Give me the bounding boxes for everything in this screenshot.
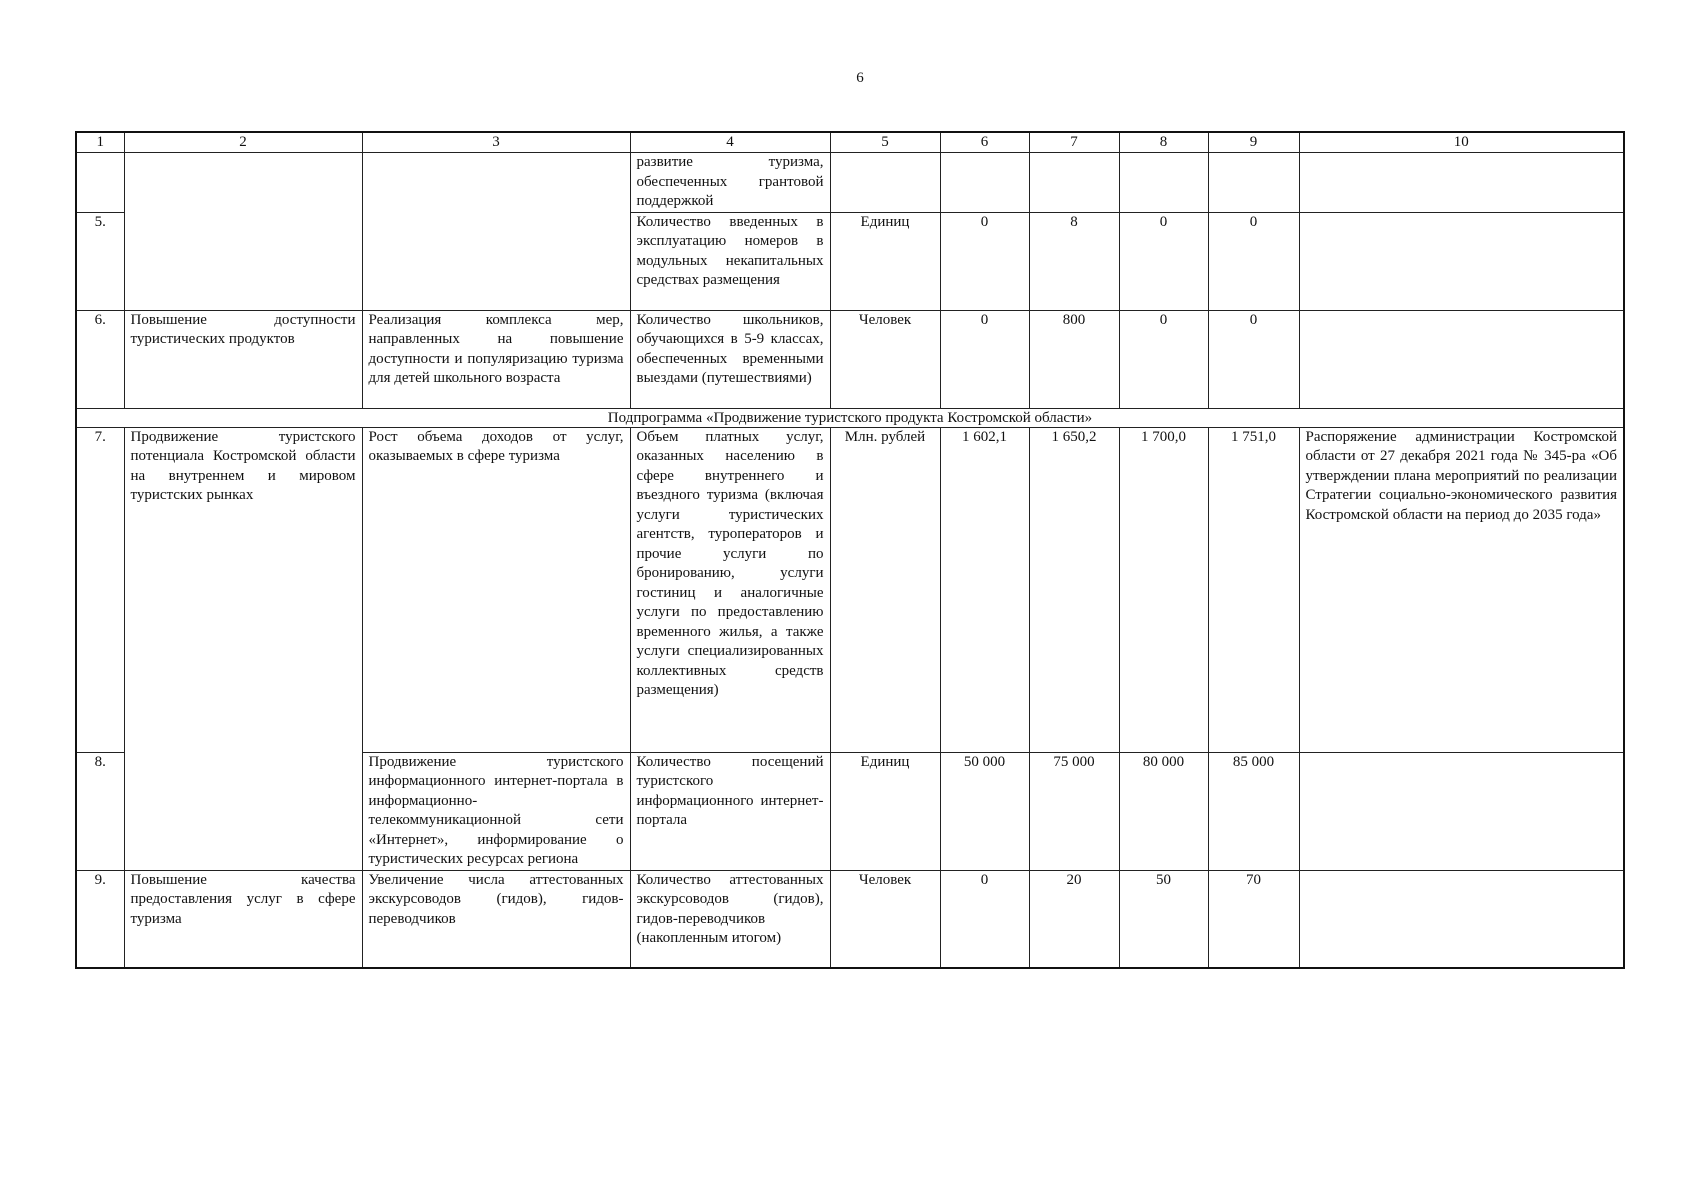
row-number xyxy=(76,153,124,213)
indicators-table xyxy=(75,131,1625,969)
col-header-8: 8 xyxy=(1119,132,1208,153)
indicator-cell: Количество аттестованных экскурсоводов (гидов), гидов-переводчиков (накопленным итогом) xyxy=(630,870,830,968)
value-col7: 800 xyxy=(1029,310,1119,408)
measure-cell: Рост объема доходов от услуг, оказываемых в сфере туризма xyxy=(362,427,630,752)
col-header-7: 7 xyxy=(1029,132,1119,153)
value-col8 xyxy=(1119,153,1208,213)
value-col7: 8 xyxy=(1029,212,1119,310)
value-col6 xyxy=(940,153,1029,213)
col-header-1: 1 xyxy=(76,132,124,153)
goal-cell: Повышение качества предоставления услуг в сфере туризма xyxy=(124,870,362,968)
unit-cell: Единиц xyxy=(830,212,940,310)
value-col6: 1 602,1 xyxy=(940,427,1029,752)
value-col7: 75 000 xyxy=(1029,752,1119,870)
indicator-cell: Количество посещений туристского информационного интернет-портала xyxy=(630,752,830,870)
col-header-9: 9 xyxy=(1208,132,1299,153)
table-row xyxy=(76,153,1624,213)
unit-cell: Человек xyxy=(830,310,940,408)
measure-cell: Продвижение туристского информационного интернет-портала в информационно-телекоммуникационной сети «Интернет», информирование о туристических ресурсах региона xyxy=(362,752,630,870)
value-col6: 0 xyxy=(940,212,1029,310)
value-col6: 0 xyxy=(940,870,1029,968)
unit-cell: Человек xyxy=(830,870,940,968)
col-header-5: 5 xyxy=(830,132,940,153)
table-row xyxy=(76,310,1624,408)
value-col8: 1 700,0 xyxy=(1119,427,1208,752)
value-col9: 85 000 xyxy=(1208,752,1299,870)
col-header-6: 6 xyxy=(940,132,1029,153)
value-col8: 50 xyxy=(1119,870,1208,968)
row-number: 7. xyxy=(76,427,124,752)
row-number: 8. xyxy=(76,752,124,870)
value-col8: 0 xyxy=(1119,310,1208,408)
document-cell xyxy=(1299,870,1624,968)
document-cell: Распоряжение администрации Костромской области от 27 декабря 2021 года № 345-ра «Об утверждении плана мероприятий по реализации Стратегии социально-экономического развития Костромской области на период до 2035 года» xyxy=(1299,427,1624,752)
indicator-cell: Количество введенных в эксплуатацию номеров в модульных некапитальных средствах размещения xyxy=(630,212,830,310)
indicator-cell: Количество школьников, обучающихся в 5-9 классах, обеспеченных временными выездами (путешествиями) xyxy=(630,310,830,408)
measure-cell: Увеличение числа аттестованных экскурсоводов (гидов), гидов-переводчиков xyxy=(362,870,630,968)
value-col9: 0 xyxy=(1208,212,1299,310)
unit-cell xyxy=(830,153,940,213)
value-col7 xyxy=(1029,153,1119,213)
header-row xyxy=(76,132,1624,153)
subprogram-row xyxy=(76,408,1624,427)
row-number: 5. xyxy=(76,212,124,310)
page-number: 6 xyxy=(856,70,864,86)
unit-cell: Млн. рублей xyxy=(830,427,940,752)
value-col6: 50 000 xyxy=(940,752,1029,870)
document-cell xyxy=(1299,752,1624,870)
document-cell xyxy=(1299,212,1624,310)
measure-cell xyxy=(362,153,630,311)
value-col6: 0 xyxy=(940,310,1029,408)
value-col9 xyxy=(1208,153,1299,213)
row-number: 6. xyxy=(76,310,124,408)
indicator-cell: развитие туризма, обеспеченных грантовой поддержкой xyxy=(630,153,830,213)
document-cell xyxy=(1299,310,1624,408)
value-col9: 0 xyxy=(1208,310,1299,408)
subprogram-title: Подпрограмма «Продвижение туристского продукта Костромской области» xyxy=(76,408,1624,427)
col-header-4: 4 xyxy=(630,132,830,153)
value-col8: 80 000 xyxy=(1119,752,1208,870)
row-number: 9. xyxy=(76,870,124,968)
goal-cell xyxy=(124,153,362,311)
goal-cell: Повышение доступности туристических продуктов xyxy=(124,310,362,408)
measure-cell: Реализация комплекса мер, направленных на повышение доступности и популяризацию туризма для детей школьного возраста xyxy=(362,310,630,408)
value-col7: 20 xyxy=(1029,870,1119,968)
col-header-10: 10 xyxy=(1299,132,1624,153)
indicator-cell: Объем платных услуг, оказанных населению в сфере внутреннего и въездного туризма (включая услуги туристических агентств, туроператоров и прочие услуги по бронированию, услуги гостиниц и аналогичные услуги по предоставлению временного жилья, а также услуги специализированных коллективных средств размещения) xyxy=(630,427,830,752)
document-cell xyxy=(1299,153,1624,213)
goal-cell: Продвижение туристского потенциала Костромской области на внутреннем и мировом туристских рынках xyxy=(124,427,362,870)
value-col9: 70 xyxy=(1208,870,1299,968)
table-row xyxy=(76,427,1624,752)
value-col7: 1 650,2 xyxy=(1029,427,1119,752)
col-header-3: 3 xyxy=(362,132,630,153)
value-col8: 0 xyxy=(1119,212,1208,310)
unit-cell: Единиц xyxy=(830,752,940,870)
value-col9: 1 751,0 xyxy=(1208,427,1299,752)
col-header-2: 2 xyxy=(124,132,362,153)
table-row xyxy=(76,870,1624,968)
